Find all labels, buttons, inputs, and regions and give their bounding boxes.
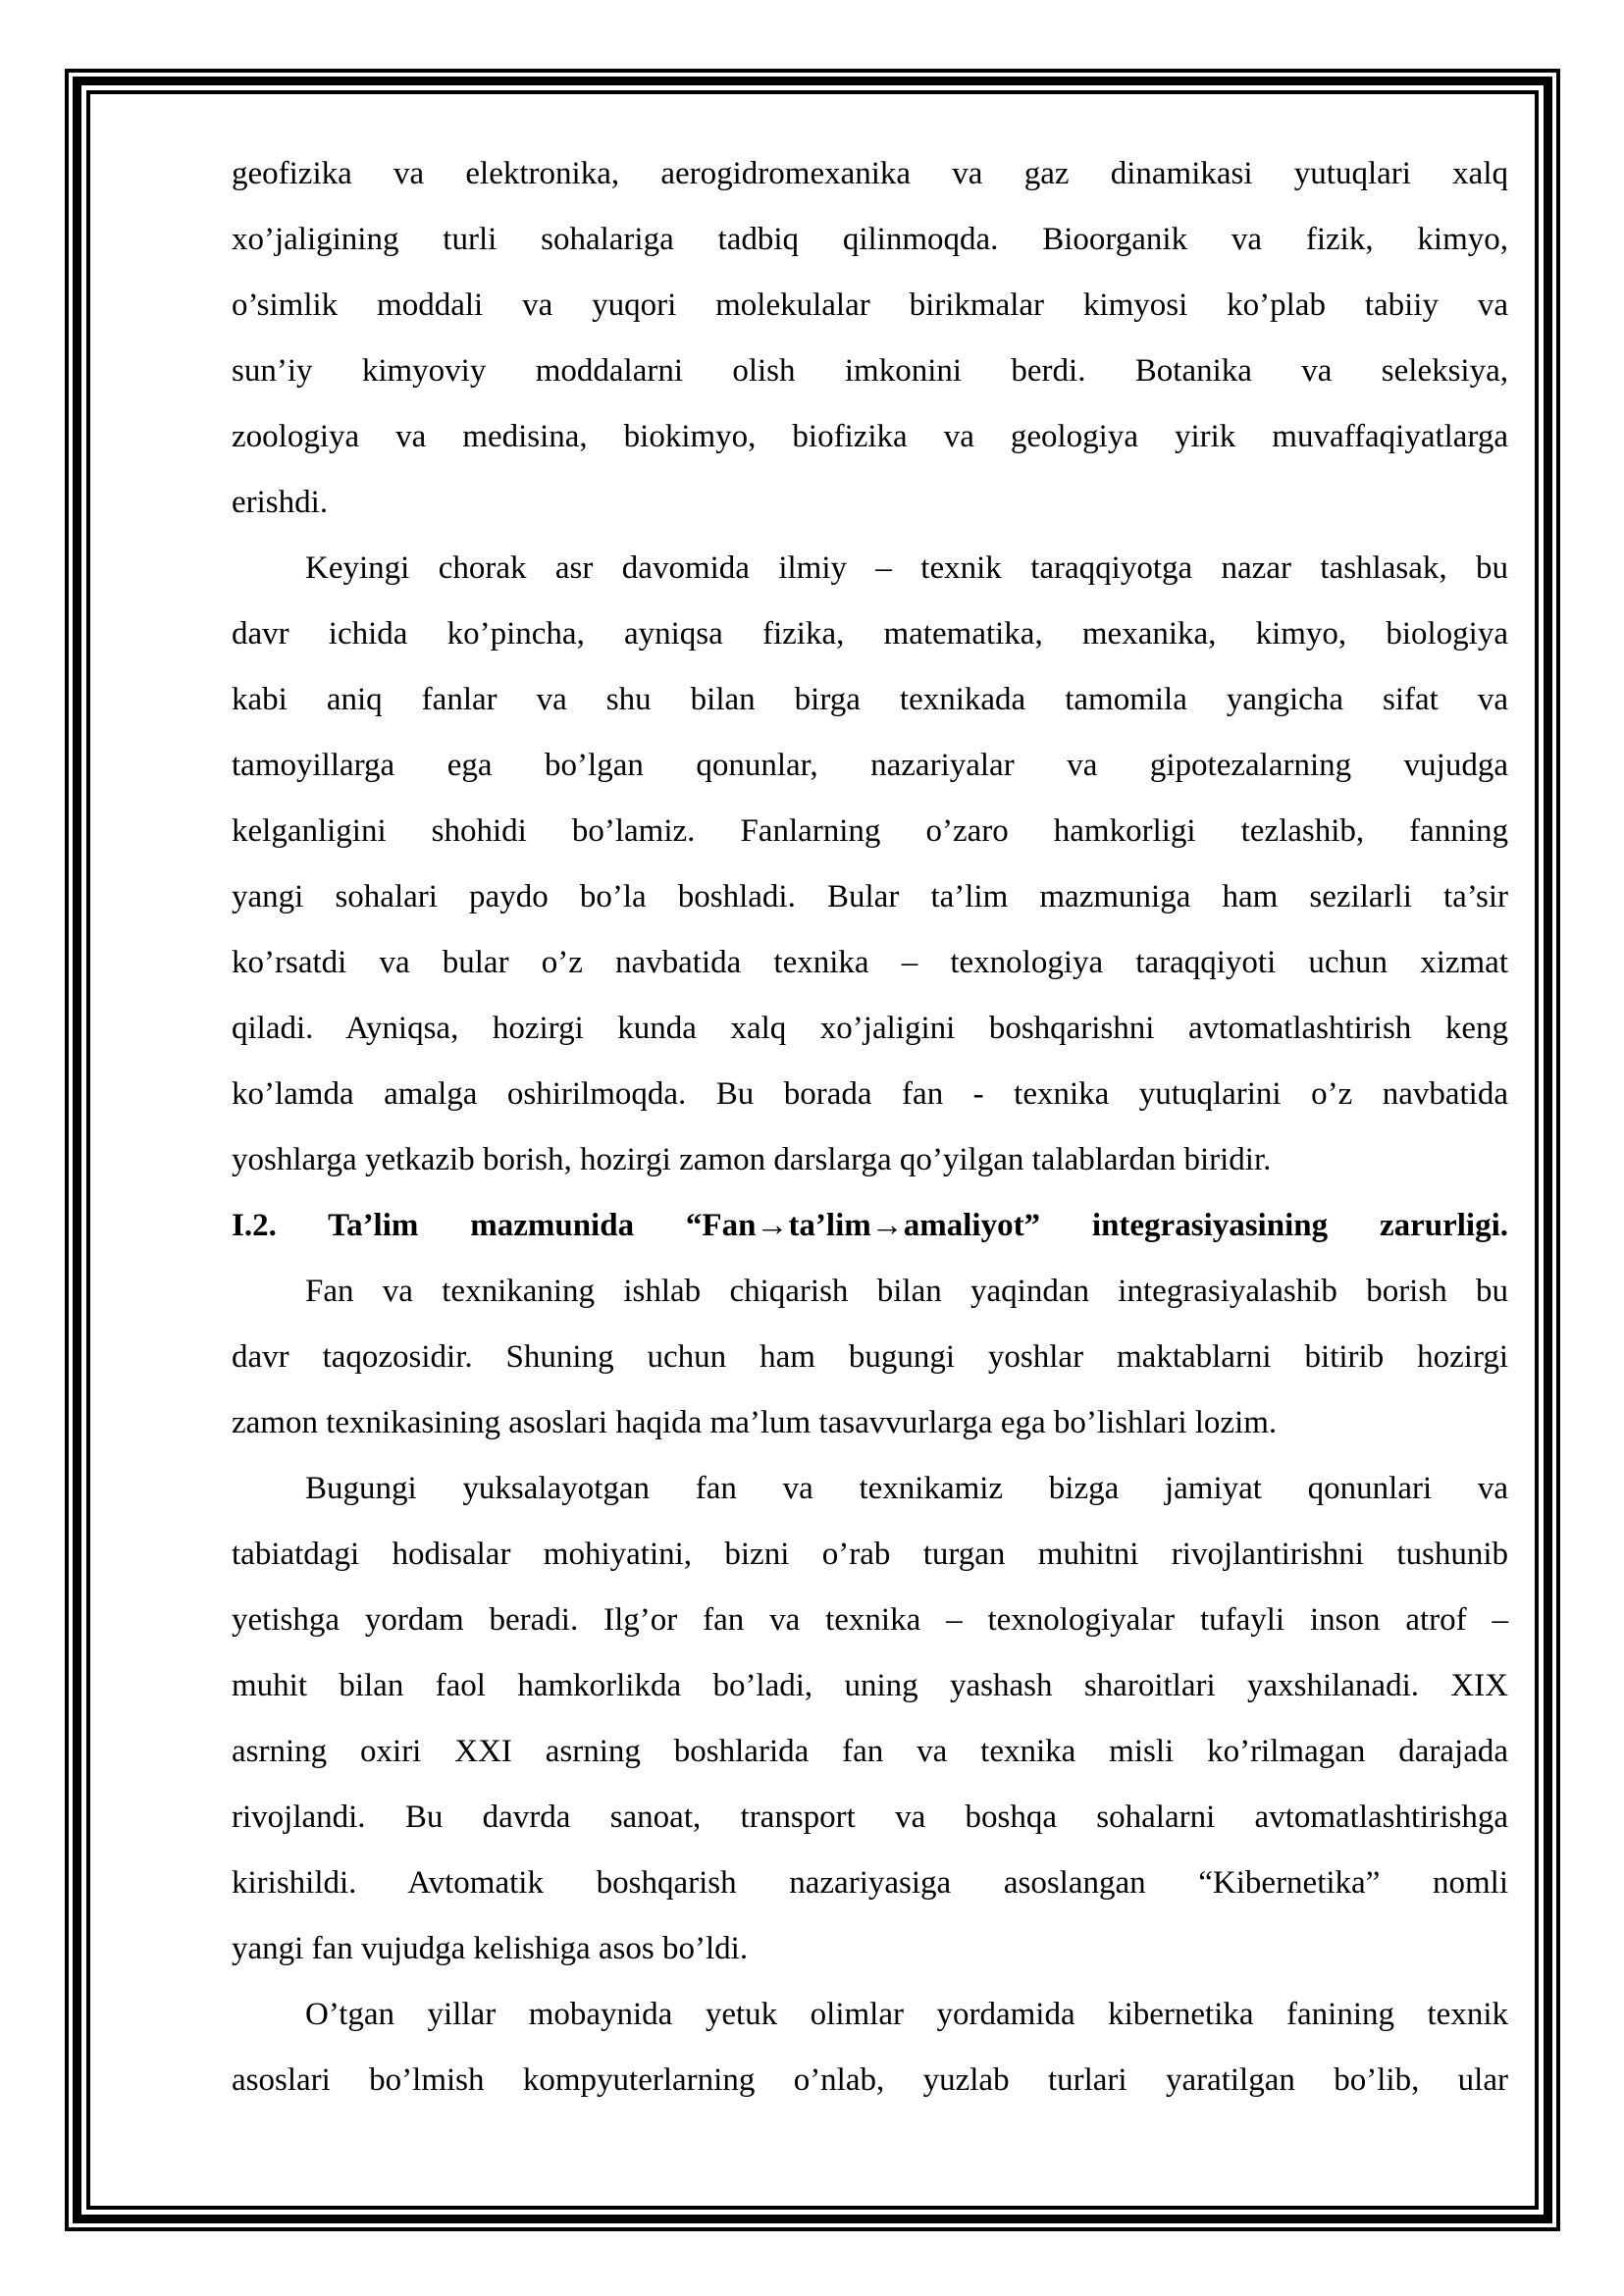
section-heading [232, 1193, 1508, 1259]
page-text-area [90, 94, 1535, 2206]
text-line: O’tgan yillar mobaynida yetuk olimlar yordamida kibernetika fanining texnik [305, 1997, 1508, 2032]
text-line: xo’jaligining turli sohalariga tadbiq qilinmoqda. Bioorganik va fizik, kimyo, [232, 222, 1508, 257]
heading-line: I.2. Ta’lim mazmunida “Fan→ta’lim→amaliyot” integrasiyasining zarurligi. [232, 1208, 1508, 1243]
paragraph [232, 1456, 1508, 1982]
page-border-outer [65, 69, 1560, 2231]
text-line: tamoyillarga ega bo’lgan qonunlar, nazariyalar va gipotezalarning vujudga [232, 748, 1508, 783]
paragraph [232, 536, 1508, 1193]
text-line: kirishildi. Avtomatik boshqarish nazariyasiga asoslangan “Kibernetika” nomli [232, 1865, 1508, 1901]
text-line: sun’iy kimyoviy moddalarni olish imkonini berdi. Botanika va seleksiya, [232, 353, 1508, 389]
text-line: kabi aniq fanlar va shu bilan birga texnikada tamomila yangicha sifat va [232, 682, 1508, 717]
text-line: kelganligini shohidi bo’lamiz. Fanlarning o’zaro hamkorligi tezlashib, fanning [232, 813, 1508, 849]
page-border-inner [86, 90, 1539, 2210]
text-line: zoologiya va medisina, biokimyo, biofizika va geologiya yirik muvaffaqiyatlarga [232, 419, 1508, 454]
text-line: yangi sohalari paydo bo’la boshladi. Bular ta’lim mazmuniga ham sezilarli ta’sir [232, 879, 1508, 914]
text-line: davr ichida ko’pincha, ayniqsa fizika, matematika, mexanika, kimyo, biologiya [232, 616, 1508, 652]
text-line: asrning oxiri XXI asrning boshlarida fan va texnika misli ko’rilmagan darajada [232, 1734, 1508, 1769]
page-border-thick [73, 77, 1552, 2223]
text-line: tabiatdagi hodisalar mohiyatini, bizni o’rab turgan muhitni rivojlantirishni tushunib [232, 1537, 1508, 1572]
text-line: ko’lamda amalga oshirilmoqda. Bu borada fan - texnika yutuqlarini o’z navbatida [232, 1076, 1508, 1112]
text-line: davr taqozosidir. Shuning uchun ham bugungi yoshlar maktablarni bitirib hozirgi [232, 1339, 1508, 1375]
text-line: o’simlik moddali va yuqori molekulalar birikmalar kimyosi ko’plab tabiiy va [232, 287, 1508, 323]
paragraph [232, 1259, 1508, 1456]
text-line: Bugungi yuksalayotgan fan va texnikamiz bizga jamiyat qonunlari va [305, 1471, 1508, 1506]
text-line: Keyingi chorak asr davomida ilmiy – texnik taraqqiyotga nazar tashlasak, bu [305, 550, 1508, 586]
text-line: yetishga yordam beradi. Ilg’or fan va texnika – texnologiyalar tufayli inson atrof – [232, 1602, 1508, 1638]
text-line: zamon texnikasining asoslari haqida ma’lum tasavvurlarga ega bo’lishlari lozim. [232, 1405, 1278, 1440]
text-line: qiladi. Ayniqsa, hozirgi kunda xalq xo’jaligini boshqarishni avtomatlashtirish keng [232, 1011, 1508, 1046]
text-line: muhit bilan faol hamkorlikda bo’ladi, uning yashash sharoitlari yaxshilanadi. XIX [232, 1668, 1508, 1703]
text-line: ko’rsatdi va bular o’z navbatida texnika – texnologiya taraqqiyoti uchun xizmat [232, 945, 1508, 980]
text-line: erishdi. [232, 485, 329, 520]
text-line: yangi fan vujudga kelishiga asos bo’ldi. [232, 1931, 749, 1966]
text-line: yoshlarga yetkazib borish, hozirgi zamon darslarga qo’yilgan talablardan biridir. [232, 1142, 1272, 1177]
paragraph [232, 1982, 1508, 2113]
paragraph [232, 141, 1508, 536]
text-line: geofizika va elektronika, aerogidromexanika va gaz dinamikasi yutuqlari xalq [232, 156, 1508, 191]
text-line: Fan va texnikaning ishlab chiqarish bilan yaqindan integrasiyalashib borish bu [305, 1274, 1508, 1309]
text-line: asoslari bo’lmish kompyuterlarning o’nlab, yuzlab turlari yaratilgan bo’lib, ular [232, 2062, 1508, 2098]
text-line: rivojlandi. Bu davrda sanoat, transport va boshqa sohalarni avtomatlashtirishga [232, 1800, 1508, 1835]
